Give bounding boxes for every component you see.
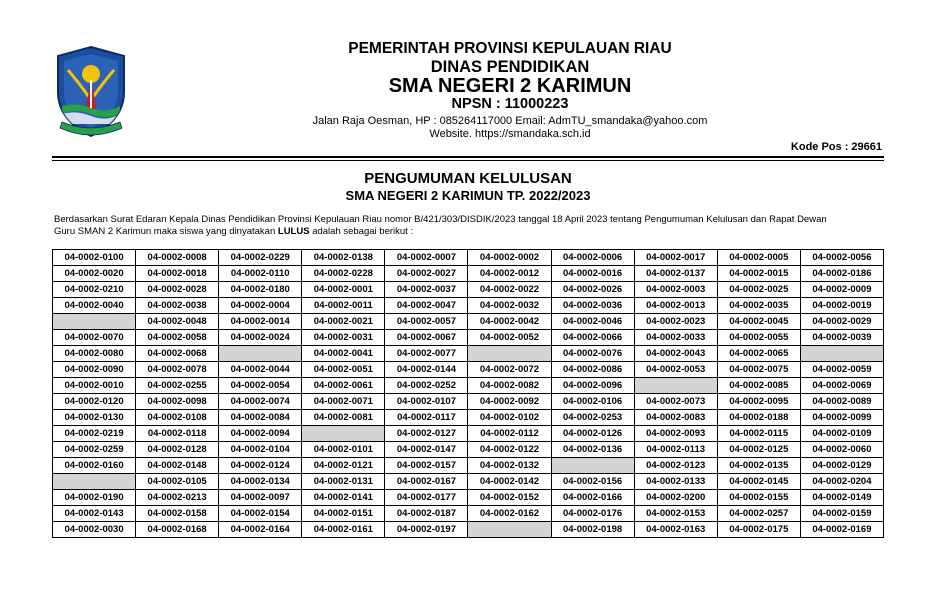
exam-number-cell: 04-0002-0200	[634, 490, 717, 506]
exam-number-cell: 04-0002-0039	[800, 330, 883, 346]
exam-number-cell: 04-0002-0029	[800, 314, 883, 330]
announcement-title: PENGUMUMAN KELULUSAN	[364, 170, 572, 187]
exam-number-cell: 04-0002-0118	[136, 426, 219, 442]
exam-number-cell: 04-0002-0129	[800, 458, 883, 474]
exam-number-cell: 04-0002-0190	[53, 490, 136, 506]
table-row	[53, 362, 884, 378]
exam-number-cell: 04-0002-0061	[302, 378, 385, 394]
exam-number-cell: 04-0002-0026	[551, 282, 634, 298]
exam-number-cell: 04-0002-0028	[136, 282, 219, 298]
exam-number-cell: 04-0002-0090	[53, 362, 136, 378]
exam-number-cell: 04-0002-0052	[468, 330, 551, 346]
exam-number-cell: 04-0002-0081	[302, 410, 385, 426]
exam-number-cell: 04-0002-0007	[385, 250, 468, 266]
exam-number-cell: 04-0002-0197	[385, 522, 468, 538]
table-row	[53, 298, 884, 314]
exam-number-cell: 04-0002-0134	[219, 474, 302, 490]
exam-number-cell: 04-0002-0046	[551, 314, 634, 330]
exam-number-cell: 04-0002-0017	[634, 250, 717, 266]
intro-line-1: Berdasarkan Surat Edaran Kepala Dinas Pendidikan Provinsi Kepulauan Riau nomor B/421/303/DISDIK/2023 tanggal 18 April 2023 tentang Pengumuman Kelulusan dan Rapat Dewan	[54, 214, 827, 225]
exam-number-cell: 04-0002-0112	[468, 426, 551, 442]
exam-number-cell: 04-0002-0008	[136, 250, 219, 266]
exam-number-cell: 04-0002-0105	[136, 474, 219, 490]
table-row	[53, 506, 884, 522]
exam-number-cell: 04-0002-0130	[53, 410, 136, 426]
exam-number-cell: 04-0002-0113	[634, 442, 717, 458]
exam-number-cell: 04-0002-0060	[800, 442, 883, 458]
intro-post: adalah sebagai berikut :	[309, 226, 414, 237]
exam-number-cell: 04-0002-0016	[551, 266, 634, 282]
exam-number-cell: 04-0002-0177	[385, 490, 468, 506]
exam-number-cell: 04-0002-0143	[53, 506, 136, 522]
exam-number-cell: 04-0002-0166	[551, 490, 634, 506]
exam-number-cell: 04-0002-0154	[219, 506, 302, 522]
exam-number-cell: 04-0002-0037	[385, 282, 468, 298]
exam-number-cell: 04-0002-0117	[385, 410, 468, 426]
table-row	[53, 346, 884, 362]
exam-number-cell: 04-0002-0133	[634, 474, 717, 490]
exam-number-cell: 04-0002-0055	[717, 330, 800, 346]
exam-number-cell: 04-0002-0123	[634, 458, 717, 474]
table-row	[53, 426, 884, 442]
exam-number-cell: 04-0002-0252	[385, 378, 468, 394]
exam-number-cell: 04-0002-0121	[302, 458, 385, 474]
exam-number-cell: 04-0002-0018	[136, 266, 219, 282]
exam-number-cell: 04-0002-0019	[800, 298, 883, 314]
exam-number-cell: 04-0002-0198	[551, 522, 634, 538]
empty-cell	[468, 522, 551, 538]
exam-number-cell: 04-0002-0127	[385, 426, 468, 442]
exam-number-cell: 04-0002-0014	[219, 314, 302, 330]
table-row	[53, 314, 884, 330]
exam-number-cell: 04-0002-0163	[634, 522, 717, 538]
exam-number-cell: 04-0002-0149	[800, 490, 883, 506]
announcement-subtitle: SMA NEGERI 2 KARIMUN TP. 2022/2023	[345, 188, 591, 203]
exam-number-cell: 04-0002-0210	[53, 282, 136, 298]
exam-number-cell: 04-0002-0160	[53, 458, 136, 474]
exam-number-cell: 04-0002-0058	[136, 330, 219, 346]
table-row	[53, 522, 884, 538]
exam-number-cell: 04-0002-0021	[302, 314, 385, 330]
exam-number-cell: 04-0002-0059	[800, 362, 883, 378]
announcement-intro	[54, 214, 884, 238]
exam-number-cell: 04-0002-0137	[634, 266, 717, 282]
exam-number-cell: 04-0002-0032	[468, 298, 551, 314]
exam-number-cell: 04-0002-0110	[219, 266, 302, 282]
table-row	[53, 442, 884, 458]
exam-number-cell: 04-0002-0031	[302, 330, 385, 346]
header-government: PEMERINTAH PROVINSI KEPULAUAN RIAU	[348, 40, 672, 57]
intro-bold-lulus: LULUS	[277, 226, 310, 237]
exam-number-cell: 04-0002-0098	[136, 394, 219, 410]
empty-cell	[302, 426, 385, 442]
table-row	[53, 458, 884, 474]
exam-number-cell: 04-0002-0100	[53, 250, 136, 266]
header-address: Jalan Raja Oesman, HP : 085264117000 Email: AdmTU_smandaka@yahoo.com	[312, 115, 708, 127]
exam-number-cell: 04-0002-0157	[385, 458, 468, 474]
exam-number-cell: 04-0002-0180	[219, 282, 302, 298]
exam-number-cell: 04-0002-0122	[468, 442, 551, 458]
exam-number-cell: 04-0002-0038	[136, 298, 219, 314]
exam-number-cell: 04-0002-0094	[219, 426, 302, 442]
exam-number-cell: 04-0002-0020	[53, 266, 136, 282]
exam-number-cell: 04-0002-0126	[551, 426, 634, 442]
exam-number-cell: 04-0002-0074	[219, 394, 302, 410]
exam-number-cell: 04-0002-0083	[634, 410, 717, 426]
exam-number-cell: 04-0002-0162	[468, 506, 551, 522]
exam-number-cell: 04-0002-0075	[717, 362, 800, 378]
exam-number-cell: 04-0002-0045	[717, 314, 800, 330]
exam-number-cell: 04-0002-0006	[551, 250, 634, 266]
exam-number-cell: 04-0002-0043	[634, 346, 717, 362]
exam-number-cell: 04-0002-0066	[551, 330, 634, 346]
exam-number-cell: 04-0002-0072	[468, 362, 551, 378]
exam-number-cell: 04-0002-0136	[551, 442, 634, 458]
exam-number-cell: 04-0002-0168	[136, 522, 219, 538]
exam-number-cell: 04-0002-0033	[634, 330, 717, 346]
empty-cell	[468, 346, 551, 362]
empty-cell	[53, 474, 136, 490]
exam-number-cell: 04-0002-0012	[468, 266, 551, 282]
exam-number-cell: 04-0002-0096	[551, 378, 634, 394]
intro-pre: Guru SMAN 2 Karimun maka siswa yang dinyatakan	[54, 226, 278, 237]
exam-number-cell: 04-0002-0106	[551, 394, 634, 410]
table-row	[53, 410, 884, 426]
exam-number-cell: 04-0002-0176	[551, 506, 634, 522]
exam-number-cell: 04-0002-0107	[385, 394, 468, 410]
exam-number-cell: 04-0002-0120	[53, 394, 136, 410]
exam-number-cell: 04-0002-0057	[385, 314, 468, 330]
exam-number-cell: 04-0002-0115	[717, 426, 800, 442]
header-school: SMA NEGERI 2 KARIMUN	[388, 75, 632, 97]
exam-number-cell: 04-0002-0228	[302, 266, 385, 282]
exam-number-cell: 04-0002-0169	[800, 522, 883, 538]
exam-number-cell: 04-0002-0036	[551, 298, 634, 314]
exam-number-cell: 04-0002-0069	[800, 378, 883, 394]
exam-number-cell: 04-0002-0186	[800, 266, 883, 282]
exam-number-cell: 04-0002-0167	[385, 474, 468, 490]
exam-number-cell: 04-0002-0005	[717, 250, 800, 266]
exam-number-cell: 04-0002-0253	[551, 410, 634, 426]
empty-cell	[219, 346, 302, 362]
graduate-number-table	[52, 249, 884, 538]
table-row	[53, 266, 884, 282]
exam-number-cell: 04-0002-0070	[53, 330, 136, 346]
exam-number-cell: 04-0002-0161	[302, 522, 385, 538]
exam-number-cell: 04-0002-0151	[302, 506, 385, 522]
postal-code: Kode Pos : 29661	[790, 141, 882, 153]
exam-number-cell: 04-0002-0001	[302, 282, 385, 298]
exam-number-cell: 04-0002-0257	[717, 506, 800, 522]
exam-number-cell: 04-0002-0131	[302, 474, 385, 490]
table-row	[53, 394, 884, 410]
header-rule-thin	[52, 160, 884, 161]
exam-number-cell: 04-0002-0011	[302, 298, 385, 314]
exam-number-cell: 04-0002-0048	[136, 314, 219, 330]
exam-number-cell: 04-0002-0156	[551, 474, 634, 490]
exam-number-cell: 04-0002-0145	[717, 474, 800, 490]
exam-number-cell: 04-0002-0108	[136, 410, 219, 426]
exam-number-cell: 04-0002-0097	[219, 490, 302, 506]
exam-number-cell: 04-0002-0085	[717, 378, 800, 394]
exam-number-cell: 04-0002-0175	[717, 522, 800, 538]
exam-number-cell: 04-0002-0047	[385, 298, 468, 314]
empty-cell	[800, 346, 883, 362]
exam-number-cell: 04-0002-0229	[219, 250, 302, 266]
header-website: Website. https://smandaka.sch.id	[429, 128, 591, 140]
exam-number-cell: 04-0002-0041	[302, 346, 385, 362]
empty-cell	[551, 458, 634, 474]
exam-number-cell: 04-0002-0077	[385, 346, 468, 362]
exam-number-cell: 04-0002-0056	[800, 250, 883, 266]
exam-number-cell: 04-0002-0089	[800, 394, 883, 410]
table-row	[53, 330, 884, 346]
exam-number-cell: 04-0002-0101	[302, 442, 385, 458]
exam-number-cell: 04-0002-0188	[717, 410, 800, 426]
exam-number-cell: 04-0002-0142	[468, 474, 551, 490]
empty-cell	[634, 378, 717, 394]
exam-number-cell: 04-0002-0219	[53, 426, 136, 442]
exam-number-cell: 04-0002-0023	[634, 314, 717, 330]
exam-number-cell: 04-0002-0076	[551, 346, 634, 362]
exam-number-cell: 04-0002-0095	[717, 394, 800, 410]
exam-number-cell: 04-0002-0010	[53, 378, 136, 394]
exam-number-cell: 04-0002-0086	[551, 362, 634, 378]
exam-number-cell: 04-0002-0044	[219, 362, 302, 378]
exam-number-cell: 04-0002-0147	[385, 442, 468, 458]
exam-number-cell: 04-0002-0124	[219, 458, 302, 474]
exam-number-cell: 04-0002-0128	[136, 442, 219, 458]
exam-number-cell: 04-0002-0030	[53, 522, 136, 538]
graduate-number-table-body	[53, 250, 884, 538]
exam-number-cell: 04-0002-0035	[717, 298, 800, 314]
exam-number-cell: 04-0002-0068	[136, 346, 219, 362]
exam-number-cell: 04-0002-0009	[800, 282, 883, 298]
exam-number-cell: 04-0002-0125	[717, 442, 800, 458]
exam-number-cell: 04-0002-0148	[136, 458, 219, 474]
exam-number-cell: 04-0002-0024	[219, 330, 302, 346]
table-row	[53, 378, 884, 394]
intro-line-2	[54, 226, 884, 238]
exam-number-cell: 04-0002-0255	[136, 378, 219, 394]
exam-number-cell: 04-0002-0080	[53, 346, 136, 362]
exam-number-cell: 04-0002-0204	[800, 474, 883, 490]
exam-number-cell: 04-0002-0078	[136, 362, 219, 378]
exam-number-cell: 04-0002-0164	[219, 522, 302, 538]
exam-number-cell: 04-0002-0040	[53, 298, 136, 314]
exam-number-cell: 04-0002-0065	[717, 346, 800, 362]
exam-number-cell: 04-0002-0132	[468, 458, 551, 474]
exam-number-cell: 04-0002-0152	[468, 490, 551, 506]
exam-number-cell: 04-0002-0015	[717, 266, 800, 282]
exam-number-cell: 04-0002-0071	[302, 394, 385, 410]
exam-number-cell: 04-0002-0153	[634, 506, 717, 522]
exam-number-cell: 04-0002-0102	[468, 410, 551, 426]
exam-number-cell: 04-0002-0002	[468, 250, 551, 266]
exam-number-cell: 04-0002-0004	[219, 298, 302, 314]
exam-number-cell: 04-0002-0022	[468, 282, 551, 298]
exam-number-cell: 04-0002-0159	[800, 506, 883, 522]
exam-number-cell: 04-0002-0051	[302, 362, 385, 378]
header-npsn: NPSN : 11000223	[451, 96, 569, 112]
exam-number-cell: 04-0002-0135	[717, 458, 800, 474]
table-row	[53, 250, 884, 266]
exam-number-cell: 04-0002-0092	[468, 394, 551, 410]
exam-number-cell: 04-0002-0109	[800, 426, 883, 442]
exam-number-cell: 04-0002-0084	[219, 410, 302, 426]
exam-number-cell: 04-0002-0155	[717, 490, 800, 506]
exam-number-cell: 04-0002-0104	[219, 442, 302, 458]
exam-number-cell: 04-0002-0073	[634, 394, 717, 410]
exam-number-cell: 04-0002-0093	[634, 426, 717, 442]
exam-number-cell: 04-0002-0003	[634, 282, 717, 298]
exam-number-cell: 04-0002-0138	[302, 250, 385, 266]
empty-cell	[53, 314, 136, 330]
table-row	[53, 474, 884, 490]
exam-number-cell: 04-0002-0099	[800, 410, 883, 426]
exam-number-cell: 04-0002-0141	[302, 490, 385, 506]
header-agency: DINAS PENDIDIKAN	[430, 58, 590, 76]
exam-number-cell: 04-0002-0067	[385, 330, 468, 346]
exam-number-cell: 04-0002-0054	[219, 378, 302, 394]
exam-number-cell: 04-0002-0013	[634, 298, 717, 314]
province-logo	[54, 44, 128, 140]
header-rule-thick	[52, 156, 884, 158]
table-row	[53, 490, 884, 506]
exam-number-cell: 04-0002-0187	[385, 506, 468, 522]
table-row	[53, 282, 884, 298]
exam-number-cell: 04-0002-0053	[634, 362, 717, 378]
exam-number-cell: 04-0002-0144	[385, 362, 468, 378]
exam-number-cell: 04-0002-0259	[53, 442, 136, 458]
exam-number-cell: 04-0002-0158	[136, 506, 219, 522]
exam-number-cell: 04-0002-0025	[717, 282, 800, 298]
exam-number-cell: 04-0002-0082	[468, 378, 551, 394]
exam-number-cell: 04-0002-0042	[468, 314, 551, 330]
exam-number-cell: 04-0002-0027	[385, 266, 468, 282]
exam-number-cell: 04-0002-0213	[136, 490, 219, 506]
